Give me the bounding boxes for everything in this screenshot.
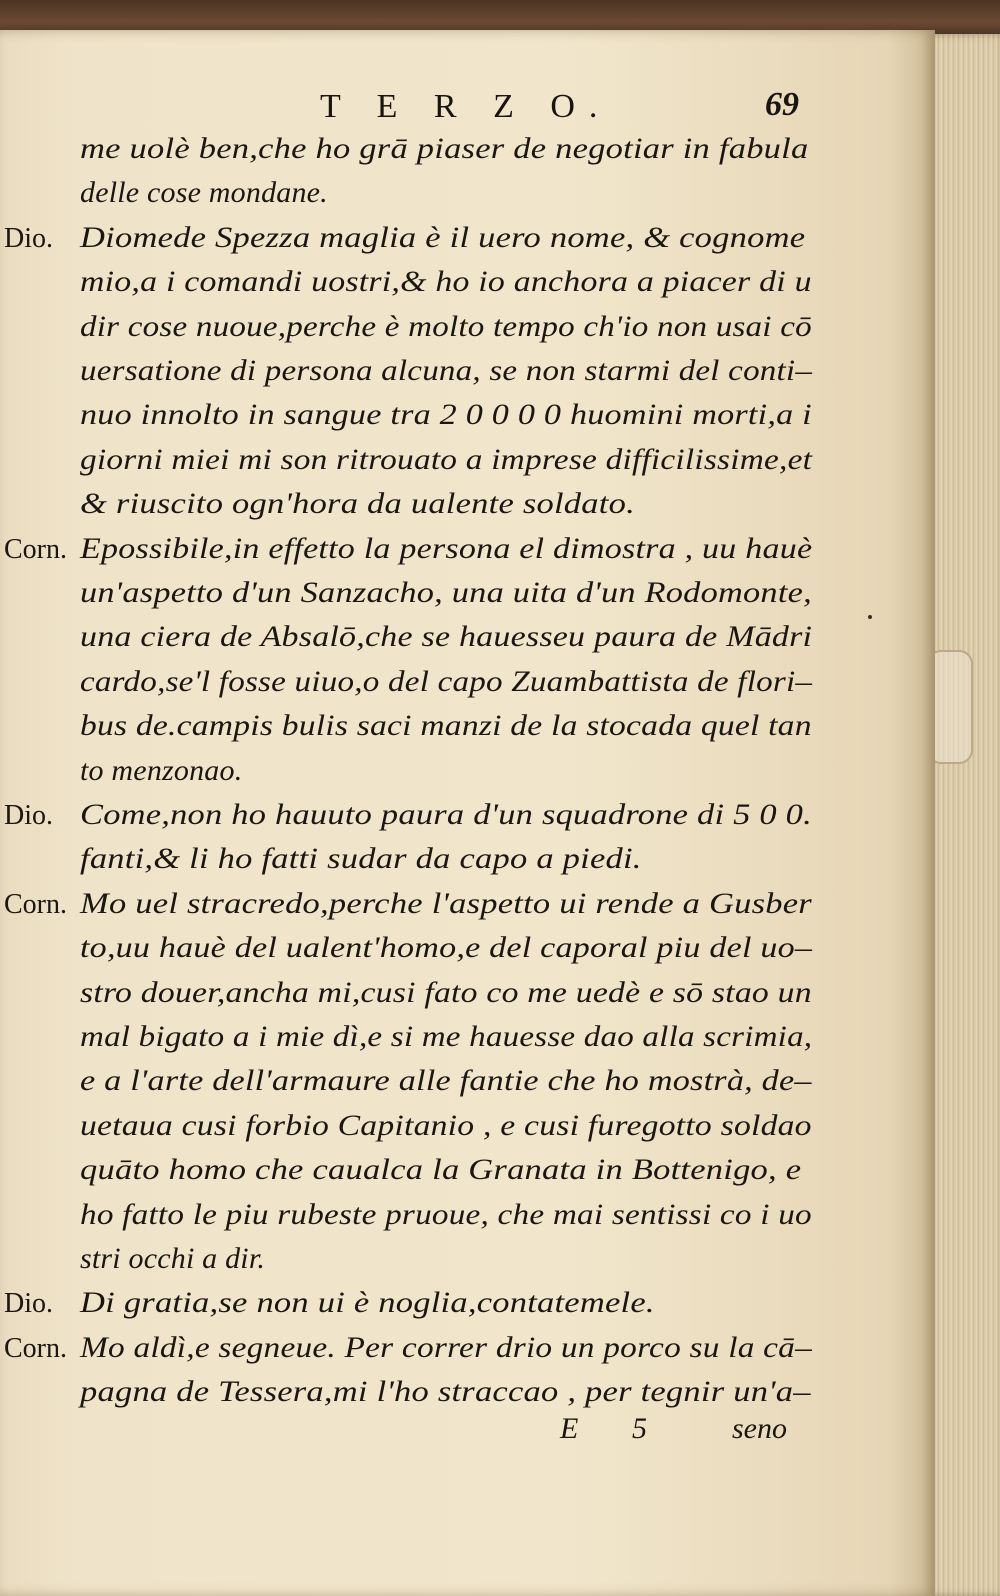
text-line: me uolè ben,che ho grā piaser de negotiar in fabula: [80, 132, 809, 165]
text-line: bus de.campis bulis saci manzi de la stocada quel tan: [80, 709, 812, 743]
text-line: uersatione di persona alcuna, se non starmi del conti–: [80, 354, 813, 387]
text-line: cardo,se'l fosse uiuo,o del capo Zuambattista de flori–: [80, 664, 813, 698]
signature-number: 5: [632, 1412, 647, 1445]
text-line: Di gratia,se non ui è noglia,contatemele.: [80, 1286, 655, 1320]
text-line: giorni miei mi son ritrouato a imprese difficilissime,et: [80, 442, 813, 476]
text-line: Epossibile,in effetto la persona el dimostra , uu hauè: [80, 531, 813, 565]
text-line: & riuscito ogn'hora da ualente soldato.: [80, 487, 635, 521]
text-line: Mo uel stracredo,perche l'aspetto ui rende a Gusber: [80, 886, 812, 920]
text-line: mal bigato a i mie dì,e si me hauesse dao alla scrimia,: [80, 1020, 813, 1053]
text-line: Come,non ho hauuto paura d'un squadrone di 5 0 0.: [80, 798, 812, 831]
text-line: pagna de Tessera,mi l'ho straccao , per tegnir un'a–: [80, 1375, 811, 1409]
text-line: delle cose mondane.: [80, 176, 328, 210]
text-line: to menzonao.: [80, 753, 243, 787]
speaker-label: Dio.: [4, 800, 53, 831]
text-line: to,uu hauè del ualent'homo,e del caporal piu del uo–: [80, 931, 813, 965]
text-line: nuo innolto in sangue tra 2 0 0 0 0 huomini morti,a i: [80, 398, 812, 432]
ink-spot: [868, 615, 872, 619]
speaker-label: Dio.: [4, 1288, 53, 1320]
text-line: mio,a i comandi uostri,& ho io anchora a piacer di u: [80, 265, 812, 299]
text-line: Mo aldì,e segneue. Per correr drio un porco su la cā–: [80, 1330, 813, 1364]
text-line: fanti,& li ho fatti sudar da capo a piedi.: [80, 842, 642, 876]
text-line: ho fatto le piu rubeste pruoue, che mai sentissi co i uo: [80, 1197, 812, 1231]
page-edges: [925, 34, 1000, 1596]
text-line: uetaua cusi forbio Capitanio , e cusi furegotto soldao: [80, 1108, 812, 1142]
page-number: 69: [765, 86, 799, 123]
text-line: quāto homo che caualca la Granata in Bottenigo, e: [80, 1153, 802, 1187]
signature-mark: E: [560, 1412, 579, 1445]
speaker-label: Corn.: [4, 533, 67, 565]
text-line: stri occhi a dir.: [80, 1242, 266, 1275]
catchword: seno: [732, 1412, 787, 1445]
text-line: Diomede Spezza maglia è il uero nome, & cognome: [80, 220, 806, 254]
running-head: T E R Z O.: [320, 88, 612, 125]
text-line: e a l'arte dell'armaure alle fantie che ho mostrà, de–: [80, 1064, 812, 1098]
text-line: stro douer,ancha mi,cusi fato co me uedè e sō stao un: [80, 975, 812, 1009]
speaker-label: Corn.: [4, 1332, 67, 1364]
text-line: un'aspetto d'un Sanzacho, una uita d'un Rodomonte,: [80, 576, 812, 609]
text-line: dir cose nuoue,perche è molto tempo ch'io non usai cō: [80, 309, 812, 343]
speaker-label: Corn.: [4, 888, 67, 920]
speaker-label: Dio.: [4, 222, 53, 254]
text-line: una ciera de Absalō,che se hauesseu paura de Mādri: [80, 620, 813, 654]
